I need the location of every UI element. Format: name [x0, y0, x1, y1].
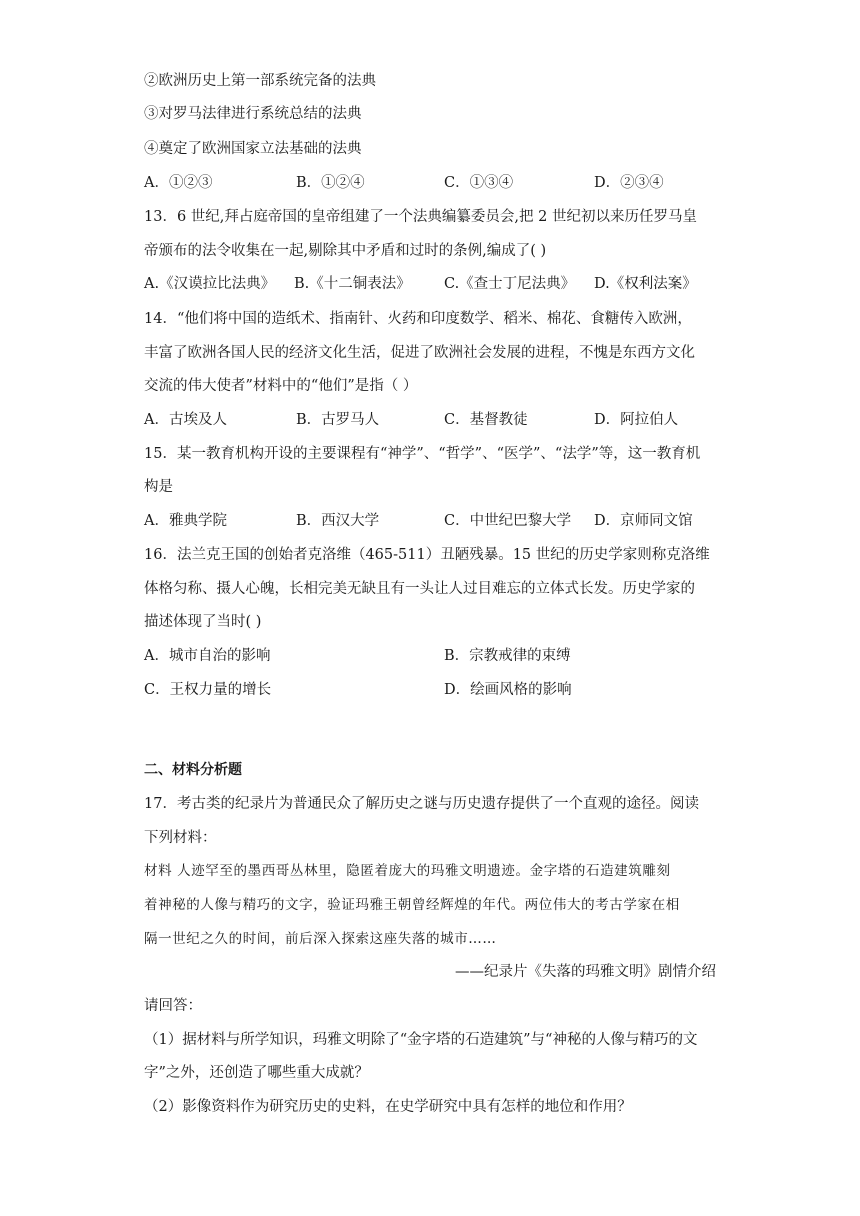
q17-intro-line-1: 17．考古类的纪录片为普通民众了解历史之谜与历史遗存提供了一个直观的途径。阅读 [144, 796, 699, 812]
q15-option-d[interactable]: D．京师同文馆 [594, 513, 693, 529]
q14-stem-line-1: 14．“他们将中国的造纸术、指南针、火药和印度数学、稻米、棉花、食糖传入欧洲， [144, 311, 692, 327]
q17-sub1-line-1: （1）据材料与所学知识，玛雅文明除了“金字塔的石造建筑”与“神秘的人像与精巧的文 [144, 1032, 698, 1048]
q13-option-a[interactable]: A.《汉谟拉比法典》 [144, 276, 276, 292]
q16-stem-line-1: 16．法兰克王国的创始者克洛维（465-511）丑陋残暴。15 世纪的历史学家则称克洛维 [144, 547, 710, 563]
q12-item-2: ②欧洲历史上第一部系统完备的法典 [144, 73, 376, 89]
q15-stem-line-2: 构是 [144, 479, 173, 495]
q14-option-d[interactable]: D．阿拉伯人 [594, 412, 679, 428]
q17-sub1-line-2: 字”之外，还创造了哪些重大成就？ [144, 1065, 369, 1081]
q14-option-c[interactable]: C．基督教徒 [444, 412, 528, 428]
section-title-material-analysis: 二、材料分析题 [144, 762, 242, 778]
q13-stem-line-2: 帝颁布的法令收集在一起,剔除其中矛盾和过时的条例,编成了( ) [144, 243, 547, 259]
q13-option-c[interactable]: C.《查士丁尼法典》 [444, 276, 576, 292]
q14-option-a[interactable]: A．古埃及人 [144, 412, 227, 428]
q14-stem-line-2: 丰富了欧洲各国人民的经济文化生活，促进了欧洲社会发展的进程，不愧是东西方文化 [144, 345, 695, 361]
q16-stem-line-3: 描述体现了当时( ) [144, 614, 262, 630]
q12-item-4: ④奠定了欧洲国家立法基础的法典 [144, 141, 362, 157]
q17-intro-line-2: 下列材料： [144, 830, 217, 846]
q17-prompt: 请回答： [144, 998, 202, 1014]
q12-option-b[interactable]: B．①②④ [296, 175, 365, 191]
q16-option-a[interactable]: A．城市自治的影响 [144, 648, 271, 664]
q14-option-b[interactable]: B．古罗马人 [296, 412, 380, 428]
q15-option-a[interactable]: A．雅典学院 [144, 513, 227, 529]
q17-material-line-2: 着神秘的人像与精巧的文字，验证玛雅王朝曾经辉煌的年代。两位伟大的考古学家在相 [144, 897, 680, 913]
q17-material-line-3: 隔一世纪之久的时间，前后深入探索这座失落的城市…… [144, 931, 497, 947]
q17-material-line-1: 材料 人迹罕至的墨西哥丛林里，隐匿着庞大的玛雅文明遗迹。金字塔的石造建筑雕刻 [144, 863, 671, 879]
q16-option-c[interactable]: C．王权力量的增长 [144, 682, 272, 698]
q15-stem-line-1: 15．某一教育机构开设的主要课程有“神学”、“哲学”、“医学”、“法学”等，这一教育机 [144, 446, 701, 462]
q12-item-3: ③对罗马法律进行系统总结的法典 [144, 106, 362, 122]
q17-material-source: ——纪录片《失落的玛雅文明》剧情介绍 [455, 964, 716, 980]
q12-option-c[interactable]: C．①③④ [444, 175, 514, 191]
q12-option-d[interactable]: D．②③④ [594, 175, 664, 191]
q13-option-b[interactable]: B.《十二铜表法》 [294, 276, 411, 292]
q16-option-d[interactable]: D．绘画风格的影响 [444, 682, 572, 698]
q12-option-a[interactable]: A．①②③ [144, 175, 213, 191]
q15-option-b[interactable]: B．西汉大学 [296, 513, 380, 529]
q15-option-c[interactable]: C．中世纪巴黎大学 [444, 513, 572, 529]
q16-option-b[interactable]: B．宗教戒律的束缚 [444, 648, 571, 664]
q14-stem-line-3: 交流的伟大使者”材料中的“他们”是指（ ） [144, 378, 418, 394]
q16-stem-line-2: 体格匀称、摄人心魄，长相完美无缺且有一头让人过目难忘的立体式长发。历史学家的 [144, 581, 695, 597]
q17-sub2: （2）影像资料作为研究历史的史料，在史学研究中具有怎样的地位和作用？ [144, 1099, 632, 1115]
q13-stem-line-1: 13．6 世纪,拜占庭帝国的皇帝组建了一个法典编纂委员会,把 2 世纪初以来历任罗马皇 [144, 209, 697, 225]
q13-option-d[interactable]: D.《权利法案》 [594, 276, 697, 292]
